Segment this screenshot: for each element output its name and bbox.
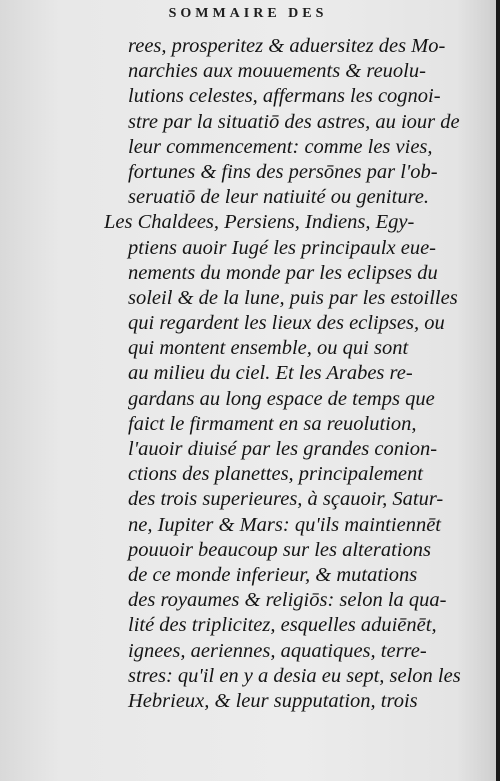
text-line: ne, Iupiter & Mars: qu'ils maintiennēt bbox=[128, 513, 441, 536]
text-line: stre par la situatiō des astres, au iour de bbox=[128, 110, 460, 133]
page-edge bbox=[496, 0, 500, 781]
running-head: SOMMAIRE DES bbox=[168, 6, 328, 21]
text-line: faict le firmament en sa reuolution, bbox=[128, 412, 417, 435]
text-line: des royaumes & religiōs: selon la qua- bbox=[128, 589, 447, 612]
text-line: narchies aux mouuements & reuolu- bbox=[128, 60, 426, 83]
text-line: soleil & de la lune, puis par les estoilles bbox=[128, 286, 458, 309]
text-line: des trois superieures, à sçauoir, Satur- bbox=[128, 488, 444, 511]
text-line: fortunes & fins des persōnes par l'ob- bbox=[128, 160, 438, 183]
text-line: au milieu du ciel. Et les Arabes re- bbox=[128, 362, 413, 385]
text-line: ignees, aeriennes, aquatiques, terre- bbox=[128, 639, 427, 662]
text-line: ptiens auoir Iugé les principaulx eue- bbox=[128, 236, 437, 259]
body-text bbox=[104, 34, 476, 714]
text-line: lité des triplicitez, esquelles aduiēnēt, bbox=[128, 614, 437, 637]
text-line: lutions celestes, affermans les cognoi- bbox=[128, 85, 441, 108]
text-line: pouuoir beaucoup sur les alterations bbox=[128, 538, 431, 561]
text-line: nements du monde par les eclipses du bbox=[128, 261, 438, 284]
text-line: Hebrieux, & leur supputation, trois bbox=[128, 689, 418, 712]
text-line: l'auoir diuisé par les grandes conion- bbox=[128, 438, 438, 460]
text-line: qui regardent les lieux des eclipses, ou bbox=[128, 312, 445, 335]
text-line: Les Chaldees, Persiens, Indiens, Egy- bbox=[104, 211, 415, 234]
text-line: ctions des planettes, principalement bbox=[128, 463, 423, 486]
text-line: seruatiō de leur natiuité ou geniture. bbox=[128, 186, 430, 209]
text-line: gardans au long espace de temps que bbox=[128, 387, 435, 410]
text-line: leur commencement: comme les vies, bbox=[128, 135, 433, 158]
text-line: stres: qu'il en y a desia eu sept, selon les bbox=[128, 664, 461, 687]
text-line: rees, prosperitez & aduersitez des Mo- bbox=[128, 35, 446, 57]
text-line: qui montent ensemble, ou qui sont bbox=[128, 337, 409, 360]
text-line: de ce monde inferieur, & mutations bbox=[128, 563, 418, 586]
